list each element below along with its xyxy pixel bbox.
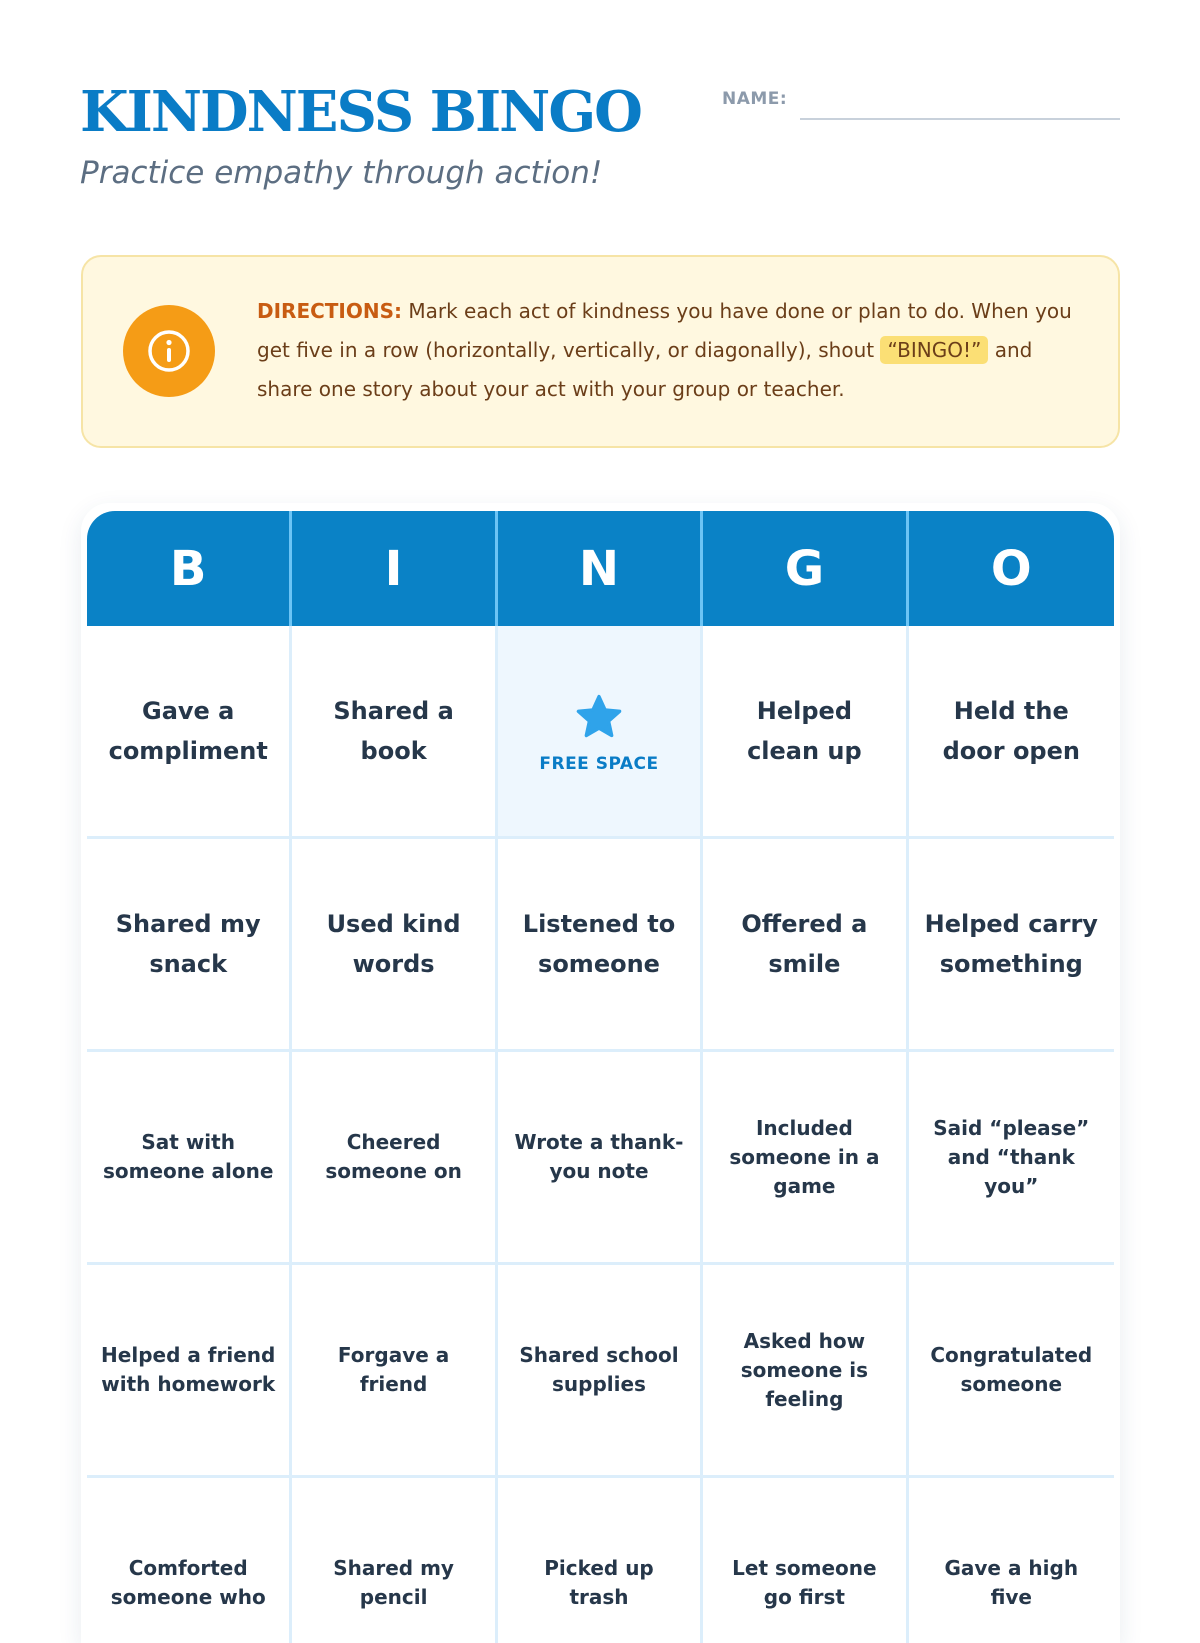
bingo-cell[interactable]: Helped carry something bbox=[909, 839, 1114, 1052]
info-icon bbox=[123, 305, 215, 397]
bingo-cell[interactable]: Helped clean up bbox=[703, 626, 908, 839]
bingo-cell[interactable]: Listened to someone bbox=[498, 839, 703, 1052]
bingo-cell[interactable]: Forgave a friend bbox=[292, 1265, 497, 1478]
bingo-highlight: “BINGO!” bbox=[880, 336, 988, 364]
name-label: NAME: bbox=[722, 89, 788, 109]
bingo-grid bbox=[87, 626, 1114, 1643]
bingo-letter-n: N bbox=[498, 511, 703, 626]
bingo-cell[interactable]: Offered a smile bbox=[703, 839, 908, 1052]
name-field[interactable] bbox=[800, 118, 1120, 120]
bingo-cell[interactable]: Asked how someone is feeling bbox=[703, 1265, 908, 1478]
bingo-cell[interactable]: Used kind words bbox=[292, 839, 497, 1052]
bingo-cell[interactable]: Congratulated someone bbox=[909, 1265, 1114, 1478]
bingo-letter-o: O bbox=[990, 540, 1032, 597]
bingo-header-row bbox=[87, 511, 1114, 626]
bingo-cell[interactable]: Gave a compliment bbox=[87, 626, 292, 839]
directions-panel bbox=[81, 255, 1120, 448]
directions-text bbox=[257, 292, 1077, 409]
bingo-letter-b: B bbox=[87, 511, 292, 626]
bingo-cell[interactable]: Wrote a thank-you note bbox=[498, 1052, 703, 1265]
page-subtitle: Practice empathy through action! bbox=[80, 155, 603, 191]
bingo-board bbox=[81, 503, 1120, 1643]
bingo-cell[interactable]: Helped a friend with homework bbox=[87, 1265, 292, 1478]
bingo-letter-g: G bbox=[703, 511, 908, 626]
bingo-cell[interactable]: Let someone go first bbox=[703, 1478, 908, 1643]
bingo-cell[interactable]: Cheered someone on bbox=[292, 1052, 497, 1265]
free-space-cell[interactable] bbox=[498, 626, 703, 839]
directions-body-end: and share one story about your act with your group or teacher. bbox=[257, 338, 1033, 401]
bingo-cell[interactable]: Held the door open bbox=[909, 626, 1114, 839]
page-title: KINDNESS BINGO bbox=[80, 79, 641, 145]
directions-body-start: Mark each act of kindness you have done or plan to do. When you get five in a row (horizontally, vertically, or diagonally), shout bbox=[257, 299, 1072, 362]
bingo-cell[interactable]: Shared my snack bbox=[87, 839, 292, 1052]
bingo-cell[interactable]: Shared a book bbox=[292, 626, 497, 839]
free-space-label: FREE SPACE bbox=[539, 754, 659, 774]
bingo-cell[interactable]: Shared school supplies bbox=[498, 1265, 703, 1478]
bingo-cell[interactable]: Said “please” and “thank you” bbox=[909, 1052, 1114, 1265]
bingo-cell[interactable]: Included someone in a game bbox=[703, 1052, 908, 1265]
bingo-cell[interactable]: Shared my pencil bbox=[292, 1478, 497, 1643]
bingo-cell[interactable]: Gave a high five bbox=[909, 1478, 1114, 1643]
star-icon bbox=[574, 694, 624, 742]
bingo-cell[interactable]: Sat with someone alone bbox=[87, 1052, 292, 1265]
bingo-cell[interactable]: Comforted someone who bbox=[87, 1478, 292, 1643]
bingo-letter-i: I bbox=[292, 511, 497, 626]
bingo-cell[interactable]: Picked up trash bbox=[498, 1478, 703, 1643]
directions-label: DIRECTIONS: bbox=[257, 299, 403, 323]
